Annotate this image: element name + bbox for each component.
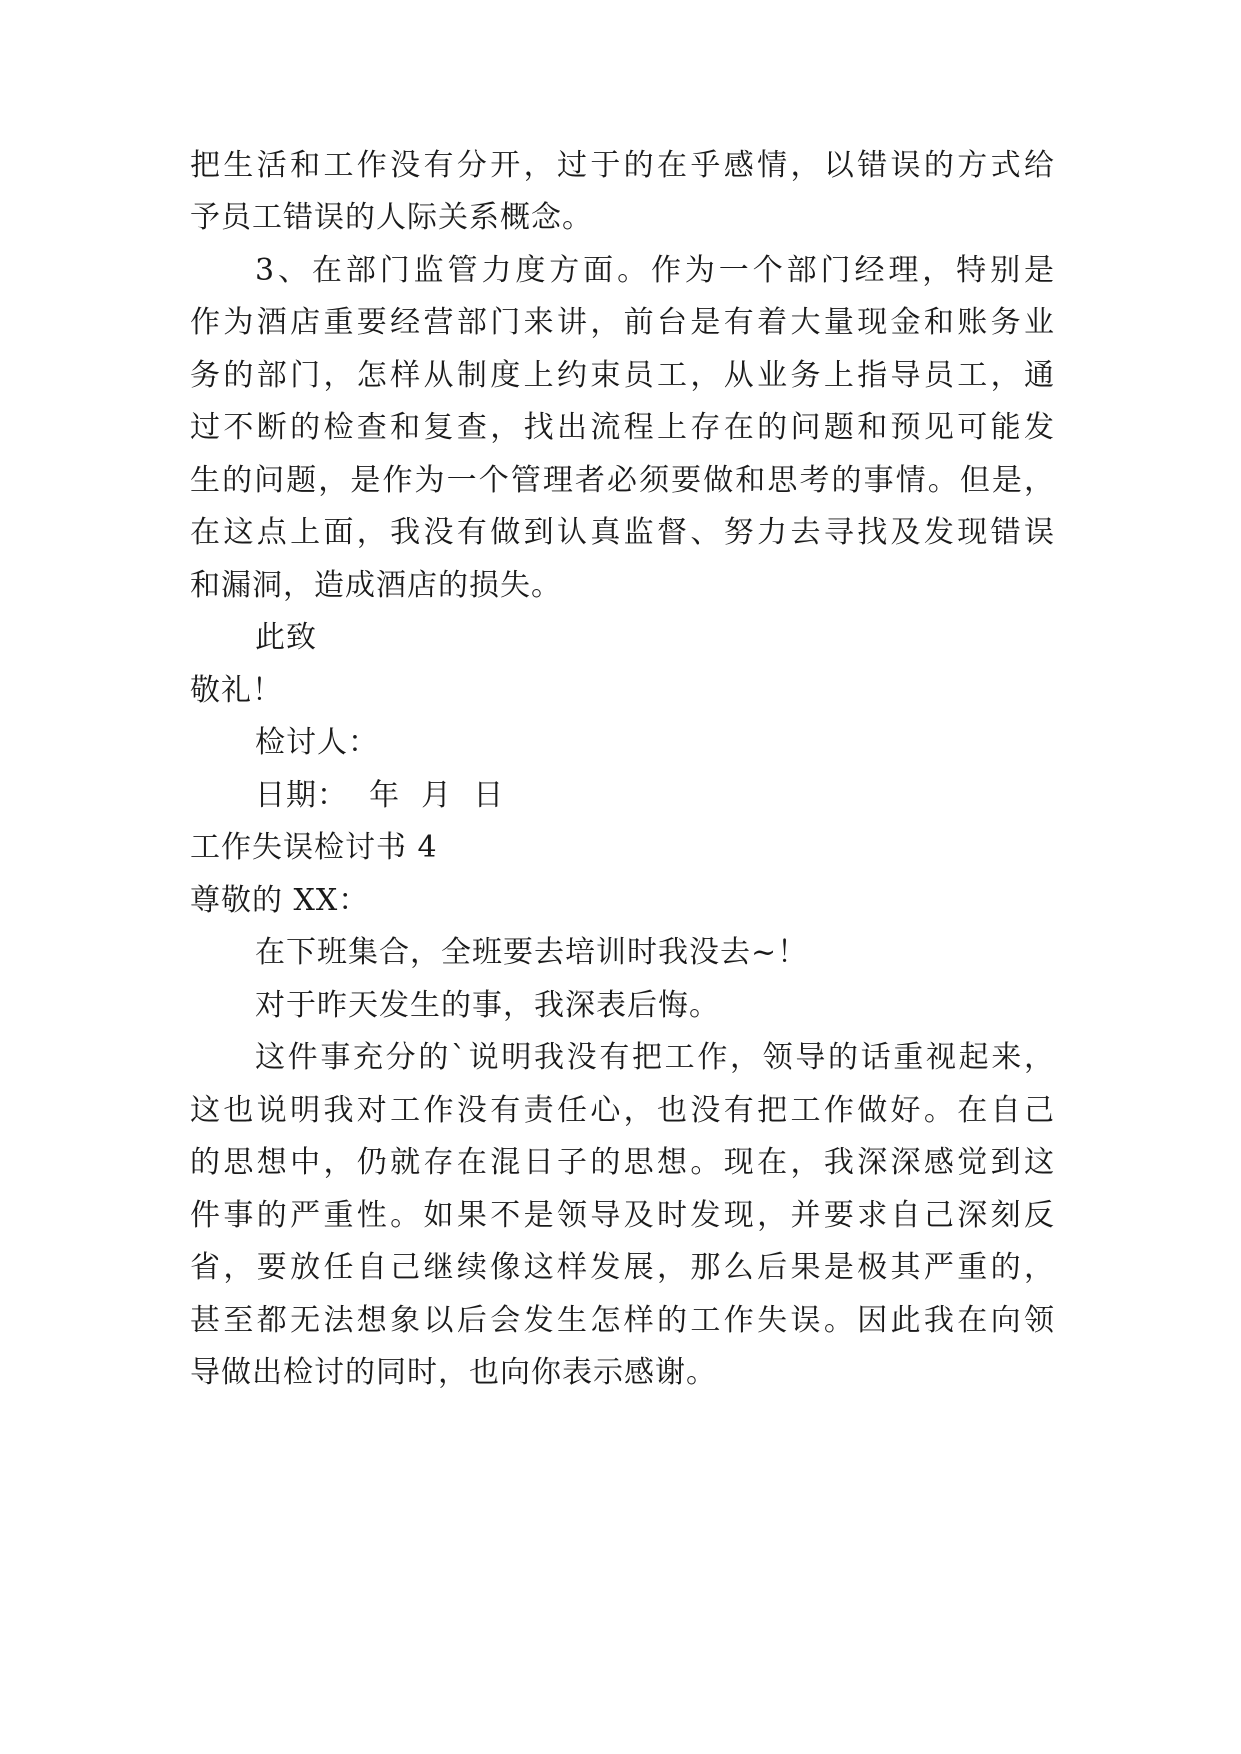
signature-label: 检讨人： <box>255 725 379 760</box>
text-line: 的思想中，仍就存在混日子的思想。现在，我深深感觉到这 <box>190 1145 1054 1180</box>
addressee: 尊敬的 XX： <box>190 883 370 918</box>
text-line: 作为酒店重要经营部门来讲，前台是有着大量现金和账务业 <box>190 305 1054 340</box>
closing-salutation: 此致 <box>255 620 317 655</box>
date-label: 日期： 年 月 日 <box>255 778 505 813</box>
text-line: 务的部门，怎样从制度上约束员工，从业务上指导员工，通 <box>190 358 1054 393</box>
section-title: 工作失误检讨书 4 <box>190 830 438 865</box>
text-line: 生的问题，是作为一个管理者必须要做和思考的事情。但是， <box>190 463 1054 498</box>
text-line: 件事的严重性。如果不是领导及时发现，并要求自己深刻反 <box>190 1198 1054 1233</box>
text-line: 在下班集合，全班要去培训时我没去~！ <box>255 935 809 970</box>
text-line: 过不断的检查和复查，找出流程上存在的问题和预见可能发 <box>190 410 1054 445</box>
text-line: 在这点上面，我没有做到认真监督、努力去寻找及发现错误 <box>190 515 1054 550</box>
text-line: 3、在部门监管力度方面。作为一个部门经理，特别是 <box>255 253 1054 288</box>
text-line: 这件事充分的`说明我没有把工作，领导的话重视起来， <box>255 1040 1054 1075</box>
closing-regards: 敬礼！ <box>190 673 283 708</box>
text-line: 导做出检讨的同时，也向你表示感谢。 <box>190 1355 717 1390</box>
text-line: 予员工错误的人际关系概念。 <box>190 200 593 235</box>
text-line: 对于昨天发生的事，我深表后悔。 <box>255 988 720 1023</box>
text-line: 把生活和工作没有分开，过于的在乎感情，以错误的方式给 <box>190 148 1054 183</box>
text-line: 甚至都无法想象以后会发生怎样的工作失误。因此我在向领 <box>190 1303 1054 1338</box>
text-line: 省，要放任自己继续像这样发展，那么后果是极其严重的， <box>190 1250 1054 1285</box>
text-line: 和漏洞，造成酒店的损失。 <box>190 568 562 603</box>
text-line: 这也说明我对工作没有责任心，也没有把工作做好。在自己 <box>190 1093 1054 1128</box>
